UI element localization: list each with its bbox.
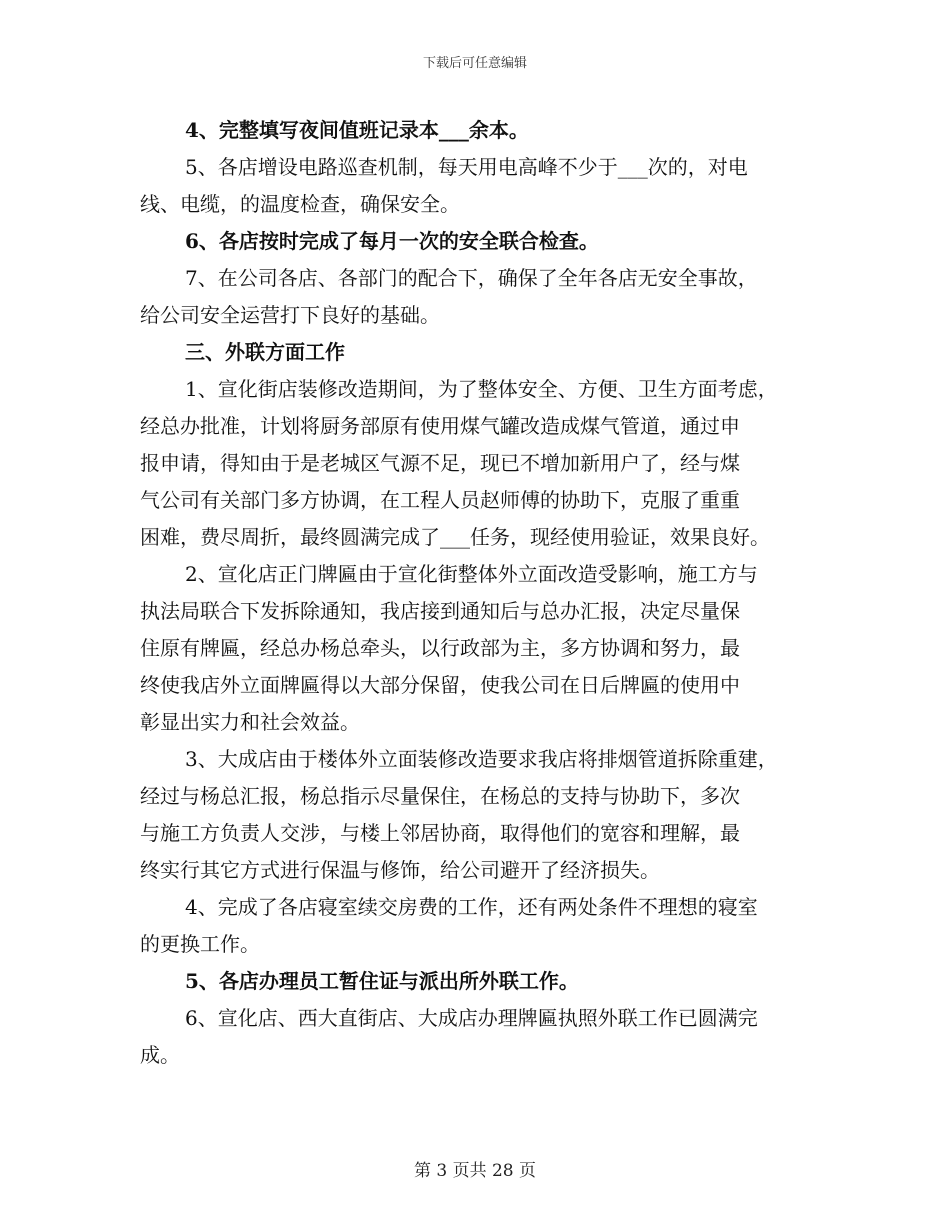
document-body: [140, 112, 825, 1074]
heading-line: 5、各店办理员工暂住证与派出所外联工作。: [185, 969, 579, 993]
text-line: 2、宣化店正门牌匾由于宣化街整体外立面改造受影响，施工方与: [185, 562, 758, 586]
text-line: 3、大成店由于楼体外立面装修改造要求我店将排烟管道拆除重建，: [185, 747, 778, 771]
heading-line: 三、外联方面工作: [185, 340, 345, 364]
text-line: 与施工方负责人交涉，与楼上邻居协商，取得他们的宽容和理解，最: [140, 821, 740, 845]
text-line: 线、电缆，的温度检查，确保安全。: [140, 192, 460, 216]
text-line: 终使我店外立面牌匾得以大部分保留，使我公司在日后牌匾的使用中: [140, 673, 740, 697]
text-line: 的更换工作。: [140, 932, 260, 956]
text-line: 4、完成了各店寝室续交房费的工作，还有两处条件不理想的寝室: [185, 895, 758, 919]
text-line: 给公司安全运营打下良好的基础。: [140, 303, 440, 327]
text-line: 报申请，得知由于是老城区气源不足，现已不增加新用户了，经与煤: [140, 451, 740, 475]
text-line: 执法局联合下发拆除通知，我店接到通知后与总办汇报，决定尽量保: [140, 599, 740, 623]
heading-line: 6、各店按时完成了每月一次的安全联合检查。: [185, 229, 599, 253]
text-line: 经总办批准，计划将厨务部原有使用煤气罐改造成煤气管道，通过申: [140, 414, 740, 438]
page-header: 下载后可任意编辑: [422, 56, 527, 71]
text-line: 困难，费尽周折，最终圆满完成了___任务，现经使用验证，效果良好。: [140, 525, 770, 549]
text-line: 终实行其它方式进行保温与修饰，给公司避开了经济损失。: [140, 858, 660, 882]
heading-line: 4、完整填写夜间值班记录本___余本。: [185, 118, 529, 142]
page-footer: 第 3 页共 28 页: [413, 1161, 537, 1181]
text-line: 5、各店增设电路巡查机制，每天用电高峰不少于___次的，对电: [185, 155, 748, 179]
text-line: 气公司有关部门多方协调，在工程人员赵师傅的协助下，克服了重重: [140, 488, 740, 512]
text-line: 7、在公司各店、各部门的配合下，确保了全年各店无安全事故，: [185, 266, 758, 290]
text-line: 1、宣化街店装修改造期间，为了整体安全、方便、卫生方面考虑，: [185, 377, 778, 401]
text-line: 经过与杨总汇报，杨总指示尽量保住，在杨总的支持与协助下，多次: [140, 784, 740, 808]
text-line: 住原有牌匾，经总办杨总牵头，以行政部为主，多方协调和努力，最: [140, 636, 740, 660]
text-line: 彰显出实力和社会效益。: [140, 710, 360, 734]
text-line: 成。: [140, 1043, 180, 1067]
text-line: 6、宣化店、西大直街店、大成店办理牌匾执照外联工作已圆满完: [185, 1006, 758, 1030]
